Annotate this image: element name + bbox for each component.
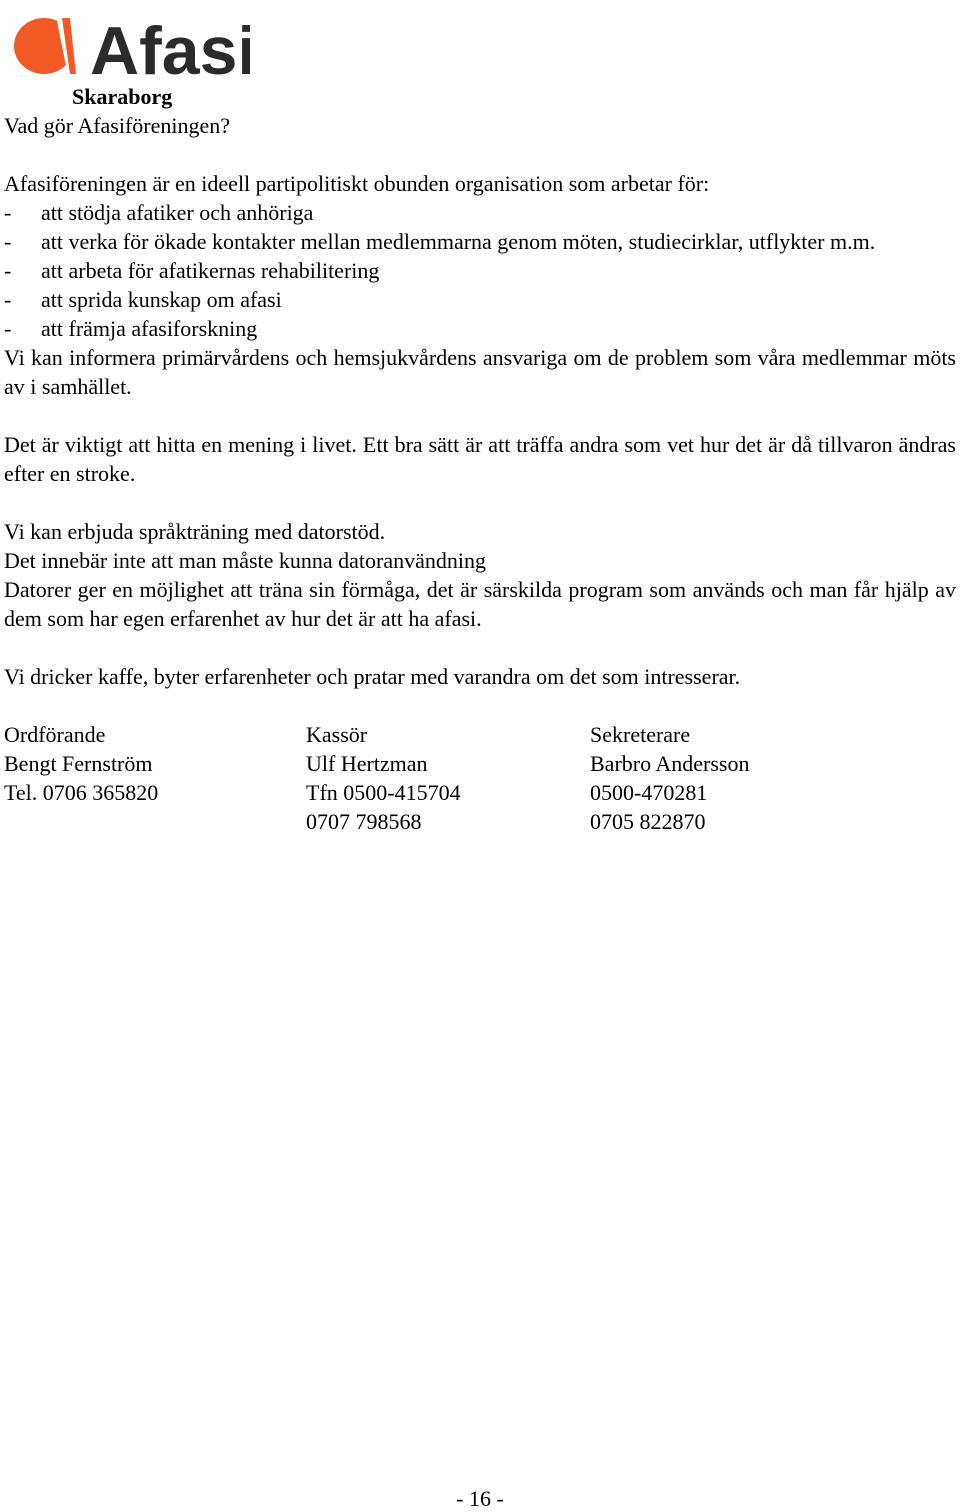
list-item — [4, 285, 956, 314]
paragraph-language-training: Vi kan erbjuda språkträning med datorstöd. — [4, 519, 386, 544]
list-item — [4, 314, 956, 343]
paragraph-computer-use: Det innebär inte att man måste kunna datoranvändning — [4, 548, 487, 573]
contact-name: Ulf Hertzman — [306, 751, 428, 776]
bullet-dash: - — [4, 287, 12, 312]
bullet-dash: - — [4, 258, 12, 283]
contact-role: Sekreterare — [590, 722, 691, 747]
spacer — [4, 140, 956, 169]
spacer — [4, 633, 956, 662]
spacer — [4, 691, 956, 720]
contact-name: Barbro Andersson — [590, 751, 750, 776]
logo-graphic — [10, 8, 250, 82]
logo-subtitle: Skaraborg — [72, 84, 173, 109]
document-body — [4, 111, 956, 836]
contact-name: Bengt Fernström — [4, 751, 153, 776]
list-item — [4, 227, 956, 256]
bullet-text: att sprida kunskap om afasi — [41, 287, 282, 312]
list-item — [4, 256, 956, 285]
contact-role: Ordförande — [4, 722, 106, 747]
bullet-text: att främja afasiforskning — [41, 316, 258, 341]
page-number: - 16 - — [456, 1486, 504, 1511]
contact-phone: Tel. 0706 365820 — [4, 780, 159, 805]
spacer — [4, 488, 956, 517]
afasi-logo — [10, 8, 250, 82]
bullet-dash: - — [4, 316, 12, 341]
list-item — [4, 198, 956, 227]
paragraph-coffee: Vi dricker kaffe, byter erfarenheter och pratar med varandra om det som intresserar. — [4, 664, 741, 689]
contact-phone: Tfn 0500-415704 — [306, 780, 461, 805]
contact-secretary — [590, 720, 890, 836]
spacer — [4, 401, 956, 430]
bullet-text: att arbeta för afatikernas rehabilitering — [41, 258, 380, 283]
intro-text: Afasiföreningen är en ideell partipolitiskt obunden organisation som arbetar för: — [4, 171, 710, 196]
contact-chairman — [4, 720, 306, 836]
paragraph-computer-programs: Datorer ger en möjlighet att träna sin förmåga, det är särskilda program som används och man får hjälp av dem som har egen erfarenhet av hur det är att ha afasi. — [4, 577, 956, 631]
bullet-text: att stödja afatiker och anhöriga — [41, 200, 314, 225]
bullet-text: att verka för ökade kontakter mellan medlemmarna genom möten, studiecirklar, utflykter m.m. — [41, 229, 876, 254]
bullet-dash: - — [4, 200, 12, 225]
paragraph-meaning: Det är viktigt att hitta en mening i livet. Ett bra sätt är att träffa andra som vet hur det är då tillvaron ändras efter en stroke. — [4, 432, 956, 486]
contact-phone: 0500-470281 — [590, 780, 708, 805]
contact-treasurer — [306, 720, 590, 836]
logo-text: Afasi — [90, 13, 250, 82]
contacts-table — [4, 720, 956, 836]
contact-phone-mobile: 0705 822870 — [590, 809, 706, 834]
bullet-dash: - — [4, 229, 12, 254]
document-heading: Vad gör Afasiföreningen? — [4, 113, 231, 138]
contact-phone-mobile: 0707 798568 — [306, 809, 422, 834]
contact-role: Kassör — [306, 722, 368, 747]
paragraph-information: Vi kan informera primärvårdens och hemsjukvårdens ansvariga om de problem som våra medlemmar möts av i samhället. — [4, 345, 956, 399]
